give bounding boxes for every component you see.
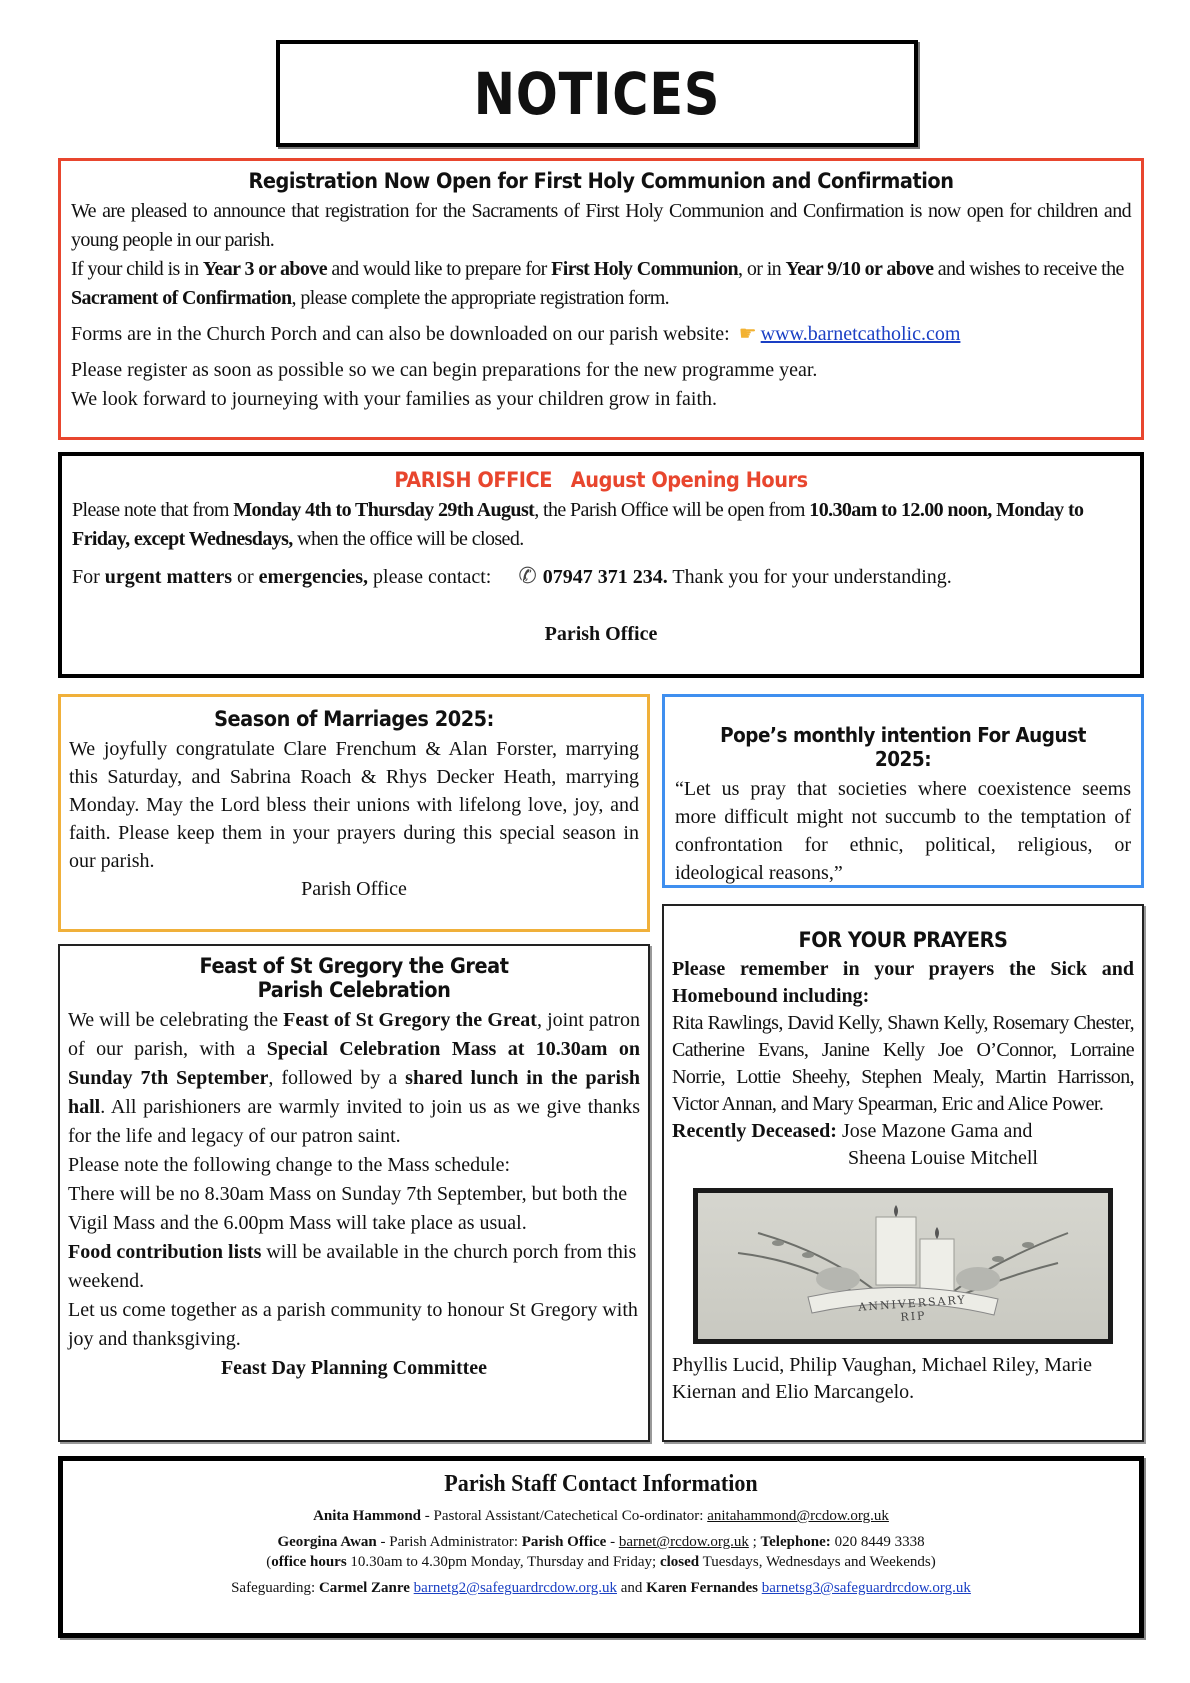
office-hours-text: Please note that from Monday 4th to Thursday 29th August, the Parish Office will be open from 10.30am to 12.00 noon, Monday to Friday, except Wednesdays, when the office will be closed. bbox=[72, 499, 1084, 550]
office-hours-notice bbox=[58, 452, 1144, 678]
contact-georgina: Georgina Awan - Parish Administrator: Parish Office - barnet@rcdow.org.uk ; Telephone: 020 8449 3338 bbox=[277, 1534, 925, 1550]
contacts-heading: Parish Staff Contact Information bbox=[444, 1471, 758, 1497]
office-signature: Parish Office bbox=[544, 623, 658, 645]
pope-intention-heading: Pope’s monthly intention For August 2025: bbox=[720, 723, 1086, 771]
prayers-intro: Please remember in your prayers the Sick and Homebound including: bbox=[672, 958, 1134, 1007]
registration-heading: Registration Now Open for First Holy Communion and Confirmation bbox=[248, 169, 954, 193]
anniversary-list: Phyllis Lucid, Philip Vaughan, Michael Riley, Marie Kiernan and Elio Marcangelo. bbox=[672, 1354, 1092, 1403]
registration-closing-2: We look forward to journeying with your families as your children grow in faith. bbox=[71, 388, 718, 410]
feast-intro: We will be celebrating the Feast of St Gregory the Great, joint patron of our parish, with a Special Celebration Mass at 10.30am on Sunday 7th September, followed by a shared lunch in the parish hall. All parishioners are warmly invited to join us as we give thanks for the life and legacy of our patron saint. bbox=[68, 1009, 641, 1147]
website-link[interactable]: www.barnetcatholic.com bbox=[760, 323, 961, 345]
anita-email-link[interactable]: anitahammond@rcdow.org.uk bbox=[707, 1508, 889, 1524]
anniversary-rip-image bbox=[693, 1188, 1113, 1344]
marriages-notice bbox=[58, 694, 650, 932]
registration-notice bbox=[58, 158, 1144, 440]
registration-forms: Forms are in the Church Porch and can also be downloaded on our parish website: ☛ www.barnetcatholic.com bbox=[71, 320, 1131, 349]
page-title: NOTICES bbox=[473, 59, 721, 128]
registration-eligibility: If your child is in Year 3 or above and would like to prepare for First Holy Communion, or in Year 9/10 or above and wishes to receive the Sacrament of Confirmation, please complete the appropriate registration form. bbox=[71, 258, 1124, 309]
safeguarding-line: Safeguarding: Carmel Zanre barnetg2@safeguardrcdow.org.uk and Karen Fernandes barnetsg3@safeguardrcdow.org.uk bbox=[231, 1580, 971, 1596]
registration-closing-1: Please register as soon as possible so we can begin preparations for the new programme year. bbox=[71, 359, 818, 381]
anniversary-banner-text: ANNIVERSARY RIP bbox=[857, 1293, 968, 1324]
pope-intention-notice bbox=[662, 694, 1144, 888]
feast-schedule-change: There will be no 8.30am Mass on Sunday 7th September, but both the Vigil Mass and the 6.00pm Mass will take place as usual. bbox=[68, 1183, 628, 1234]
pope-intention-quote: “Let us pray that societies where coexistence seems more difficult might not succumb to the temptation of confrontation for ethnic, political, religious, or ideological reasons,” bbox=[675, 778, 1131, 884]
prayers-heading: FOR YOUR PRAYERS bbox=[798, 928, 1008, 952]
pointing-hand-icon: ☛ bbox=[738, 323, 757, 345]
feast-notice bbox=[58, 944, 650, 1442]
marriages-signature: Parish Office bbox=[301, 878, 407, 900]
contacts-box bbox=[58, 1456, 1144, 1638]
registration-intro: We are pleased to announce that registration for the Sacraments of First Holy Communion and Confirmation is now open for children and young people in our parish. bbox=[71, 200, 1131, 251]
feast-heading-1: Feast of St Gregory the Great bbox=[199, 954, 509, 978]
phone-icon: ✆ bbox=[518, 563, 537, 588]
notices-header bbox=[276, 40, 918, 147]
marriages-heading: Season of Marriages 2025: bbox=[214, 707, 494, 731]
feast-food-lists: Food contribution lists will be available in the church porch from this weekend. bbox=[68, 1241, 637, 1292]
office-emergency-text: For urgent matters or emergencies, please contact: ✆ 07947 371 234. Thank you for your understanding. bbox=[72, 563, 952, 588]
prayers-notice bbox=[662, 904, 1144, 1442]
recently-deceased: Recently Deceased: Jose Mazone Gama and Sheena Louise Mitchell bbox=[672, 1120, 1038, 1169]
marriages-body: We joyfully congratulate Clare Frenchum & Alan Forster, marrying this Saturday, and Sabrina Roach & Rhys Decker Heath, marrying Monday. May the Lord bless their unions with lifelong love, joy, and faith. Please keep them in your prayers during this special season in our parish. bbox=[69, 738, 639, 872]
feast-closing: Let us come together as a parish community to honour St Gregory with joy and thanksgiving. bbox=[68, 1299, 638, 1350]
safeguarding-email-2[interactable]: barnetsg3@safeguardrcdow.org.uk bbox=[761, 1580, 971, 1596]
feast-signature: Feast Day Planning Committee bbox=[220, 1357, 488, 1379]
feast-schedule-note: Please note the following change to the Mass schedule: bbox=[68, 1154, 511, 1176]
safeguarding-email-1[interactable]: barnetg2@safeguardrcdow.org.uk bbox=[413, 1580, 617, 1596]
contact-anita: Anita Hammond - Pastoral Assistant/Catechetical Co-ordinator: anitahammond@rcdow.org.uk bbox=[313, 1508, 889, 1524]
office-hours-heading: PARISH OFFICE August Opening Hours bbox=[394, 468, 808, 492]
emergency-phone: 07947 371 234. bbox=[542, 566, 668, 588]
office-hours-line: (office hours 10.30am to 4.30pm Monday, Thursday and Friday; closed Tuesdays, Wednesdays and Weekends) bbox=[266, 1554, 936, 1570]
feast-heading-2: Parish Celebration bbox=[257, 978, 451, 1002]
office-email-link[interactable]: barnet@rcdow.org.uk bbox=[618, 1534, 749, 1550]
sick-list: Rita Rawlings, David Kelly, Shawn Kelly, Rosemary Chester, Catherine Evans, Janine Kelly Joe O’Connor, Lorraine Norrie, Lottie Sheehy, Stephen Mealy, Martin Harrisson, Victor Annan, and Mary Spearman, Eric and Alice Power. bbox=[672, 1012, 1134, 1115]
